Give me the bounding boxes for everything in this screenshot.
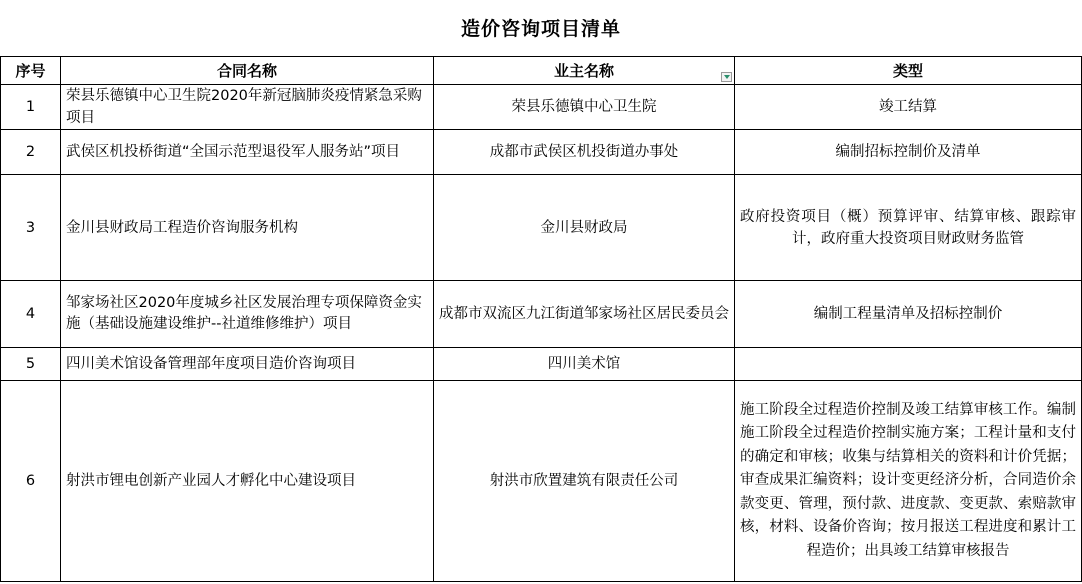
cell-contract[interactable]: 射洪市锂电创新产业园人才孵化中心建设项目 <box>61 381 434 582</box>
table-row <box>1 348 1082 381</box>
cell-owner[interactable]: 四川美术馆 <box>434 348 735 381</box>
header-type: 类型 <box>735 57 1082 85</box>
cell-type[interactable]: 竣工结算 <box>735 85 1082 130</box>
cell-type[interactable]: 编制招标控制价及清单 <box>735 130 1082 175</box>
cell-contract[interactable]: 金川县财政局工程造价咨询服务机构 <box>61 175 434 281</box>
header-owner <box>434 57 735 85</box>
table-row <box>1 85 1082 130</box>
cell-contract[interactable]: 武侯区机投桥街道“全国示范型退役军人服务站”项目 <box>61 130 434 175</box>
page-title: 造价咨询项目清单 <box>460 18 621 40</box>
table-row <box>1 175 1082 281</box>
cell-seq[interactable]: 4 <box>1 281 61 348</box>
project-table <box>0 56 1082 582</box>
cell-seq[interactable]: 5 <box>1 348 61 381</box>
cell-contract[interactable]: 四川美术馆设备管理部年度项目造价咨询项目 <box>61 348 434 381</box>
table-row <box>1 281 1082 348</box>
cell-owner[interactable]: 金川县财政局 <box>434 175 735 281</box>
table-row <box>1 130 1082 175</box>
header-row <box>1 57 1082 85</box>
cell-seq[interactable]: 1 <box>1 85 61 130</box>
cell-owner[interactable]: 射洪市欣置建筑有限责任公司 <box>434 381 735 582</box>
cell-type[interactable]: 施工阶段全过程造价控制及竣工结算审核工作。编制施工阶段全过程造价控制实施方案；工程计量和支付的确定和审核；收集与结算相关的资料和计价凭据；审查成果汇编资料；设计变更经济分析，合同造价余款变更、管理，预付款、进度款、变更款、索赔款审核，材料、设备价咨询；按月报送工程进度和累计工程造价；出具竣工结算审核报告 <box>735 381 1082 582</box>
cell-type[interactable]: 编制工程量清单及招标控制价 <box>735 281 1082 348</box>
cell-contract[interactable]: 邹家场社区2020年度城乡社区发展治理专项保障资金实施（基础设施建设维护--社道维修维护）项目 <box>61 281 434 348</box>
cell-type[interactable]: 政府投资项目（概）预算评审、结算审核、跟踪审计，政府重大投资项目财政财务监管 <box>735 175 1082 281</box>
cell-owner[interactable]: 成都市武侯区机投街道办事处 <box>434 130 735 175</box>
header-owner-label: 业主名称 <box>553 61 614 80</box>
header-seq: 序号 <box>1 57 61 85</box>
header-contract: 合同名称 <box>61 57 434 85</box>
cell-owner[interactable]: 荣县乐德镇中心卫生院 <box>434 85 735 130</box>
cell-seq[interactable]: 3 <box>1 175 61 281</box>
table-row <box>1 381 1082 582</box>
cell-type[interactable] <box>735 348 1082 381</box>
cell-seq[interactable]: 2 <box>1 130 61 175</box>
filter-dropdown-icon[interactable] <box>721 72 732 82</box>
cell-owner[interactable]: 成都市双流区九江街道邹家场社区居民委员会 <box>434 281 735 348</box>
cell-contract[interactable]: 荣县乐德镇中心卫生院2020年新冠脑肺炎疫情紧急采购项目 <box>61 85 434 130</box>
cell-seq[interactable]: 6 <box>1 381 61 582</box>
